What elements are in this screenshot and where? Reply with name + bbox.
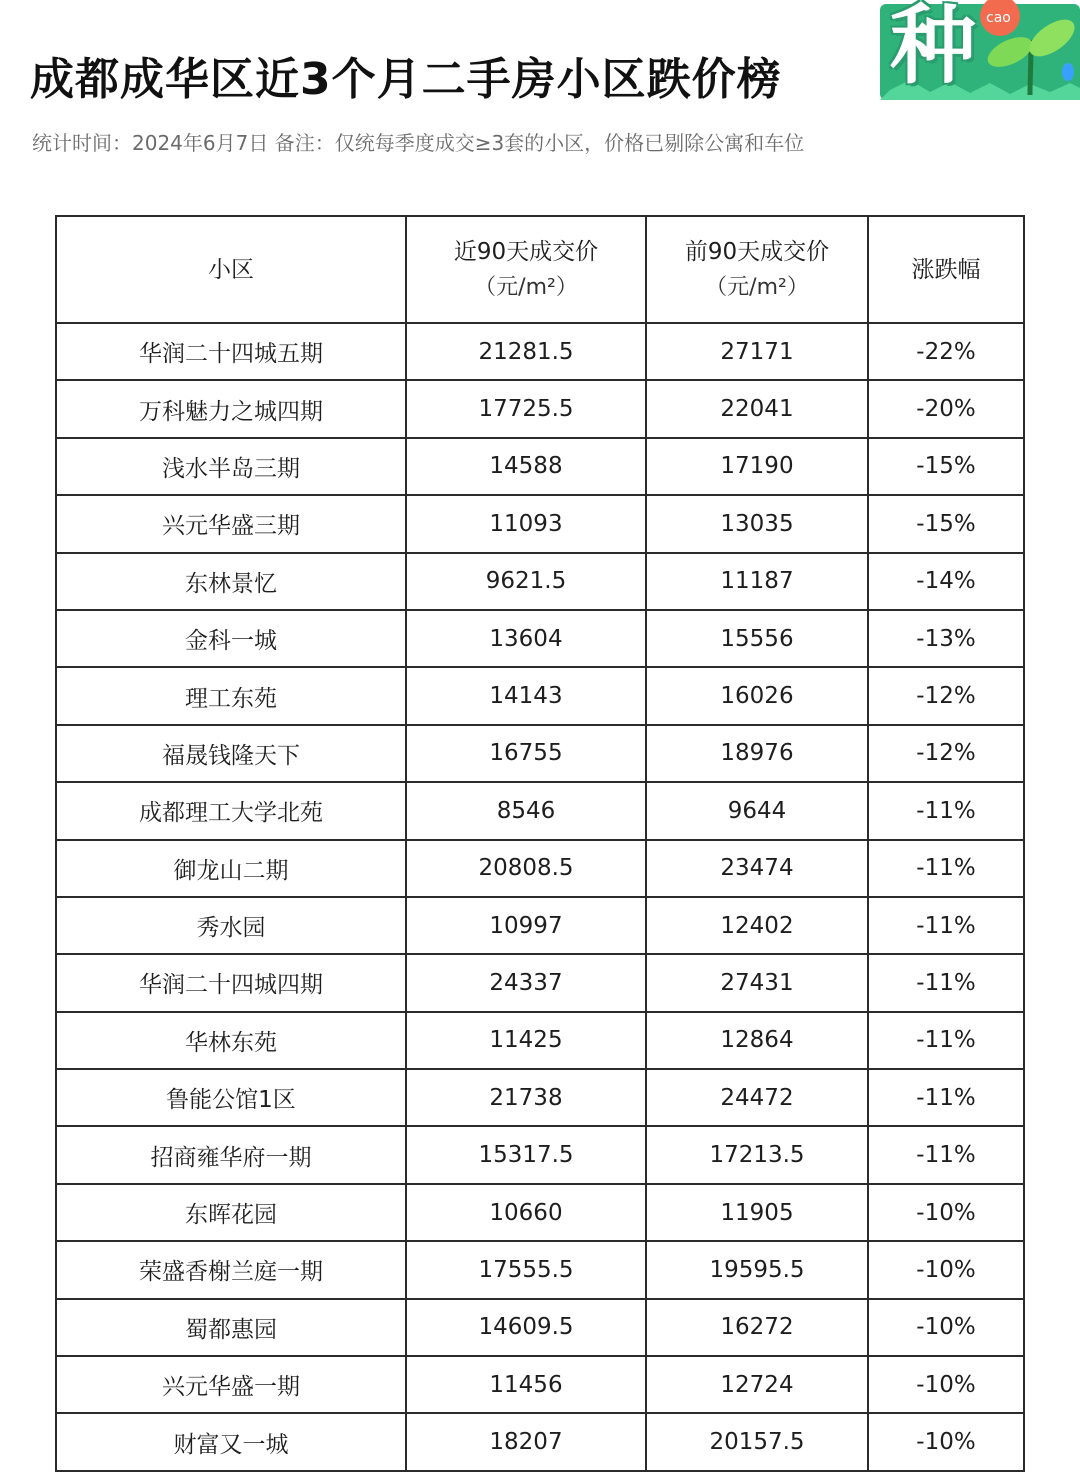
price-change: -22%: [868, 323, 1024, 380]
table-row: [56, 553, 1024, 610]
recent-price: 9621.5: [406, 553, 646, 610]
price-change: -11%: [868, 1069, 1024, 1126]
table-row: [56, 897, 1024, 954]
header-previous-price-unit: （元/m²）: [705, 274, 809, 300]
price-change: -13%: [868, 610, 1024, 667]
previous-price: 16272: [646, 1299, 868, 1356]
recent-price: 16755: [406, 725, 646, 782]
community-name: 荣盛香榭兰庭一期: [56, 1241, 406, 1298]
price-drop-table: [55, 215, 1025, 1472]
header-change: [868, 216, 1024, 323]
sprout-sticker: [880, 0, 1080, 104]
community-name: 东晖花园: [56, 1184, 406, 1241]
table-row: [56, 610, 1024, 667]
table-row: [56, 1126, 1024, 1183]
header-recent-price-label: 近90天成交价: [453, 238, 599, 265]
price-change: -10%: [868, 1241, 1024, 1298]
table-row: [56, 1356, 1024, 1413]
previous-price: 22041: [646, 380, 868, 437]
community-name: 兴元华盛三期: [56, 495, 406, 552]
recent-price: 18207: [406, 1413, 646, 1470]
recent-price: 14143: [406, 667, 646, 724]
previous-price: 27171: [646, 323, 868, 380]
header-recent-price-unit: （元/m²）: [474, 274, 578, 300]
previous-price: 16026: [646, 667, 868, 724]
community-name: 浅水半岛三期: [56, 438, 406, 495]
page-subtitle: 统计时间：2024年6月7日 备注：仅统每季度成交≥3套的小区，价格已剔除公寓和车位: [32, 131, 805, 155]
page-title: 成都成华区近3个月二手房小区跌价榜: [30, 54, 782, 105]
recent-price: 11093: [406, 495, 646, 552]
previous-price: 18976: [646, 725, 868, 782]
table-row: [56, 725, 1024, 782]
previous-price: 11905: [646, 1184, 868, 1241]
table-row: [56, 1012, 1024, 1069]
table-row: [56, 1299, 1024, 1356]
price-change: -10%: [868, 1299, 1024, 1356]
price-change: -11%: [868, 1126, 1024, 1183]
community-name: 理工东苑: [56, 667, 406, 724]
community-name: 御龙山二期: [56, 840, 406, 897]
table-row: [56, 954, 1024, 1011]
recent-price: 21738: [406, 1069, 646, 1126]
previous-price: 24472: [646, 1069, 868, 1126]
table-row: [56, 667, 1024, 724]
table-row: [56, 495, 1024, 552]
header-previous-price: [646, 216, 868, 323]
recent-price: 15317.5: [406, 1126, 646, 1183]
header-community-label: 小区: [208, 256, 254, 283]
price-change: -11%: [868, 840, 1024, 897]
sticker-tag: cao: [986, 10, 1011, 26]
previous-price: 15556: [646, 610, 868, 667]
table-row: [56, 782, 1024, 839]
price-change: -10%: [868, 1356, 1024, 1413]
community-name: 华林东苑: [56, 1012, 406, 1069]
previous-price: 19595.5: [646, 1241, 868, 1298]
recent-price: 11425: [406, 1012, 646, 1069]
table-row: [56, 1184, 1024, 1241]
community-name: 秀水园: [56, 897, 406, 954]
recent-price: 11456: [406, 1356, 646, 1413]
price-change: -12%: [868, 725, 1024, 782]
recent-price: 10997: [406, 897, 646, 954]
recent-price: 24337: [406, 954, 646, 1011]
price-change: -15%: [868, 438, 1024, 495]
table-row: [56, 380, 1024, 437]
community-name: 鲁能公馆1区: [56, 1069, 406, 1126]
community-name: 福晟钱隆天下: [56, 725, 406, 782]
previous-price: 17213.5: [646, 1126, 868, 1183]
previous-price: 23474: [646, 840, 868, 897]
header-recent-price: [406, 216, 646, 323]
recent-price: 17725.5: [406, 380, 646, 437]
recent-price: 10660: [406, 1184, 646, 1241]
price-change: -12%: [868, 667, 1024, 724]
previous-price: 12864: [646, 1012, 868, 1069]
previous-price: 20157.5: [646, 1413, 868, 1470]
table-row: [56, 438, 1024, 495]
previous-price: 12724: [646, 1356, 868, 1413]
recent-price: 14588: [406, 438, 646, 495]
recent-price: 14609.5: [406, 1299, 646, 1356]
price-change: -11%: [868, 897, 1024, 954]
community-name: 财富又一城: [56, 1413, 406, 1470]
community-name: 华润二十四城五期: [56, 323, 406, 380]
price-change: -15%: [868, 495, 1024, 552]
price-change: -11%: [868, 782, 1024, 839]
sticker-character: 种: [890, 0, 976, 96]
table-row: [56, 1069, 1024, 1126]
header-community: [56, 216, 406, 323]
price-change: -11%: [868, 954, 1024, 1011]
previous-price: 27431: [646, 954, 868, 1011]
previous-price: 11187: [646, 553, 868, 610]
community-name: 招商雍华府一期: [56, 1126, 406, 1183]
table-row: [56, 840, 1024, 897]
table-row: [56, 323, 1024, 380]
price-change: -11%: [868, 1012, 1024, 1069]
price-change: -20%: [868, 380, 1024, 437]
community-name: 万科魅力之城四期: [56, 380, 406, 437]
community-name: 华润二十四城四期: [56, 954, 406, 1011]
previous-price: 13035: [646, 495, 868, 552]
table-header-row: [56, 216, 1024, 323]
community-name: 兴元华盛一期: [56, 1356, 406, 1413]
previous-price: 17190: [646, 438, 868, 495]
header-previous-price-label: 前90天成交价: [684, 238, 830, 265]
recent-price: 21281.5: [406, 323, 646, 380]
recent-price: 20808.5: [406, 840, 646, 897]
recent-price: 17555.5: [406, 1241, 646, 1298]
community-name: 蜀都惠园: [56, 1299, 406, 1356]
community-name: 金科一城: [56, 610, 406, 667]
price-change: -10%: [868, 1413, 1024, 1470]
recent-price: 13604: [406, 610, 646, 667]
price-change: -10%: [868, 1184, 1024, 1241]
community-name: 成都理工大学北苑: [56, 782, 406, 839]
price-change: -14%: [868, 553, 1024, 610]
previous-price: 12402: [646, 897, 868, 954]
community-name: 东林景忆: [56, 553, 406, 610]
header-change-label: 涨跌幅: [911, 256, 981, 283]
table-row: [56, 1241, 1024, 1298]
previous-price: 9644: [646, 782, 868, 839]
table-row: [56, 1413, 1024, 1470]
recent-price: 8546: [406, 782, 646, 839]
